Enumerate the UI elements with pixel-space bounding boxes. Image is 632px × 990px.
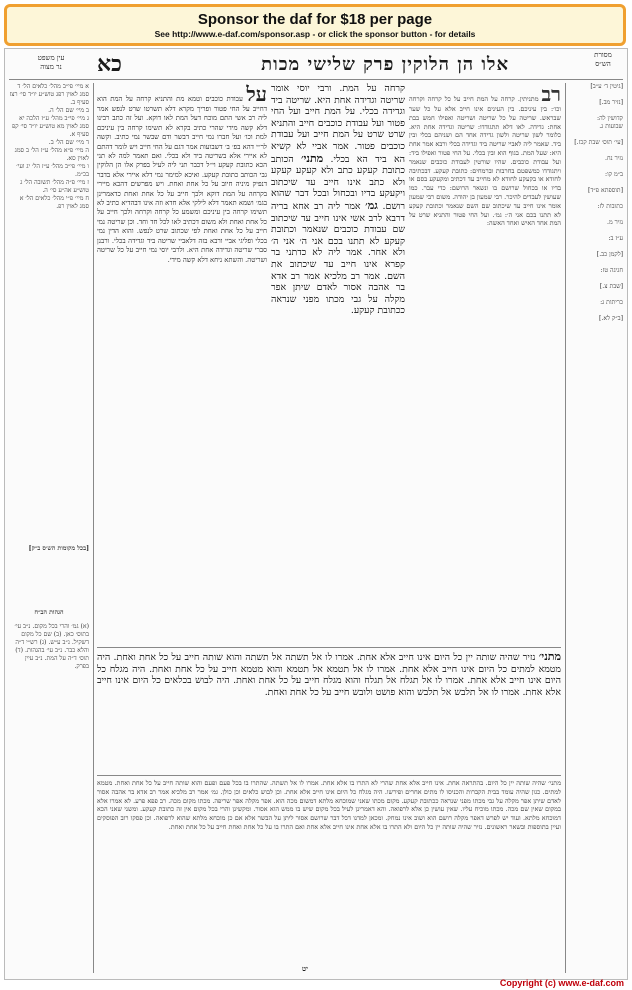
gemara-continuation: מתני׳ נזיר שהיה שותה יין כל היום אינו חייב אלא אחת. אמרו לו אל תשתה אל תשתה והוא שותה חייב על כל אחת ואחת. היה מטמא למתים כל היום אינו חייב אלא אחת. אמרו לו אל תטמא אל תטמא והוא מטמא חייב על כל אחת ואחת. היה מגלח כל היום אינו חייב אלא אחת. אמרו לו אל תגלח אל תגלח והוא מגלח חייב על כל אחת ואחת. היה לבוש בכלאים כל היום אינו חייב אלא אחת. אמרו לו אל תלבש אל תלבש והוא פושט ולובש חייב על כל אחת ואחת.: [97, 651, 561, 698]
mishna-label-1: מתני׳: [300, 151, 324, 165]
mid-rule: [97, 647, 561, 648]
hagahot-label: הגהות הב״ח: [34, 609, 64, 616]
header-rule: [9, 79, 623, 80]
copyright-notice: Copyright (c) www.e-daf.com: [499, 978, 624, 988]
side-note: [בכל מקומות הש׳ס ב״ק]: [28, 545, 89, 552]
tosafot-column: על עבודת כוכבים וטמא מת והתניא קרחה על המת הוא דחייב על החי פטור ופריך מקרא דלא תשרטו שרט לנפש אמר ליה רב אשי התם מוכח דעל המת לאו דוקא. ועל זה כתב רבינו דלא קשה מידי שהרי כתיב בקרא לא תשימו קרחה בין עיניכם למת וכו׳ ועל חברו נמי חייב דבשר ודם שבשר נמי כתיב. וקשה לר״י דהא בפ׳ ב׳ דשבועות אמר דגם על החי חייב ויש לומר דהתם לא איירי אלא בשריטה ביד ולא בכלי. ואם תאמר למה לא תני הכא כתובת קעקע וי״ל דכבר תני ליה לעיל בפרק אלו הן הלוקין גבי הכותב כתובת קעקע. ואיכא למימר נמי דלא איירי אלא בדבר דנפיק מיניה חיוב על כל אחת ואחת. ויש מפרשים דהכא מיירי בקרחה על המת דוקא ולכך חייב על כל אחת ואחת כדאמרינן בגמ׳ ושמא תאמר דלא לילקי אלא חדא וזה אינו דבהדיא כתיב לא תשימו קרחה בין עיניכם ומשמע כל קרחה וקרחה ולכך חייב על כל אחת ואחת ולא משום דכתיב לאו לכל חד וחד. וכן שריטה נמי חייב על כל אחת ואחת לפי שכתוב שרט לנפש. והוא הדין נמי בכלי ופליגי אביי ורבא בזה דלאביי שריטה ביד וגדידה בכלי. ורבנן סברי שריטה וגדידה אחת היא. ולרבי יוסי נמי חייב על כל שריטה ושריטה. והשתא ניחא דלא קשה מידי.: [97, 83, 267, 264]
chapter-title: אלו הן הלוקין פרק שלישי מכות: [261, 53, 509, 75]
ein-mishpat-column: א מיי׳ פי״ב מהל׳ כלאים הל׳ ד סמג לאוין רפג טוש״ע יו״ד סי׳ רצז סעיף ב. ב מיי׳ שם הל׳ ה. ג מיי׳ פי״ב מהל׳ ע״ז הלכה יא סמג לאוין מא טוש״ע יו״ד סי׳ קפ סעיף א. ד מיי׳ שם הל׳ ב. ה מיי׳ פ״א מהל׳ ע״ז הל׳ ב סמג לאוין סא. ו מיי׳ פי״ב מהל׳ ע״ז הל׳ יג ועי׳ בכ״מ. ז מיי׳ פ״ה מהל׳ תשובה הל׳ ג טוש״ע אה״ע סי׳ ה. ח מיי׳ פ״י מהל׳ כלאים הל׳ א סמג לאוין רפ.: [9, 83, 89, 210]
tosafot-first-word: על: [246, 83, 267, 106]
mesoret-hashas-heading: מסורת הש״ס: [594, 51, 612, 68]
sponsor-details-link[interactable]: See http://www.e-daf.com/sponsor.asp - or click the sponsor button - for details: [154, 29, 476, 39]
hagahot-column: (א) גמ׳ והרי בכל מקום. נ״ב עי׳ בתוס׳ כאן. (ב) שם כל מקום דשקיל. נ״ב ע״ש. (ג) רש״י ד״ה והלא כבר. נ״ב עי׳ בהגהות. (ד) תוס׳ ד״ה על המת. נ״ב עיין בפרק.: [14, 623, 89, 670]
sponsor-headline: Sponsor the daf for $18 per page: [197, 11, 433, 28]
rashi-first-word: רב: [541, 83, 561, 106]
mesoret-hashas-column: [גיטין ד׳ ע״ב] [נזיר מב.] קדושין לה: שבועות ג. [עי׳ תוס׳ שבת קכז.] נזיר נח. ב״מ קו: [תוספתא פ״ד] כתובות לז: נזיר מ. ע״ז ב: [לקמן כב.] חגיגה טז: [שבת צ.] כריתות ג: [ב״ק לא.]: [574, 83, 623, 322]
page-header: [97, 51, 509, 77]
right-margin-rule: [565, 83, 566, 973]
talmud-page: [4, 48, 628, 980]
footer-mark: יט: [302, 965, 308, 973]
rashi-column: רב מתניתין. קרחה על המת חייב על כל קרחה וקרחה וכו׳: בין עיניכם. בין העינים אינו חייב אלא על כל שער שבראש. שריטה על כל שריטה ושריטה ואפילו חמש בבת אחת: גדידה. לאו דלא תתגודדו: שריטה וגדידה אחת היא. כלומר לשון שריטה ולשון גדידה אחד הם ושניהם בכלי ובין ביד. שאמר ליה לאביי שריטה ביד וגדידה בכלי ורבא אמר אחת היא: שעל המת. בגוף הוא ובין בכלי. על החי פטור ואפילו ביד: ועל עבודת כוכבים. שהיו שורטין לעבודת כוכבים שנאמר ויתגודדו כמשפטם בחרבות וברמחים: כתובת קעקע. דבכתיבה לחודא או בקעקע לחודא לא מחייב עד דכתיב ומקעקע בסם או בדיו או בכחול שרושם בו ונשאר הרושם: כדי עבר. כמו שעושין לעבדים להיכר. רבי שמעון בן יהודה. משום רבי שמעון אומר אינו חייב עד שיכתוב שם השם שנאמר וכתובת קעקע לא תתנו בכם אני ה׳: גמ׳. ועל החי פטור והתניא שרט על המת אחד האיש ואחד האשה:: [409, 83, 561, 228]
ein-mishpat-heading: עין משפט נר מצוה: [37, 54, 65, 71]
sponsor-banner[interactable]: [4, 4, 626, 46]
mishna-label-2: מתני׳: [538, 651, 561, 663]
lower-rashi: מתני׳ שהיה שותה יין כל היום. בהתראה אחת. אינו חייב אלא אחת שהרי לא התרו בו אלא אחת. אמרו לו אל תשתה. שהתרו בו בכל פעם ופעם והוא שותה חייב על כל אחת ואחת. מטמא למתים. כגון שהיה עומד בבית הקברות והכניסו לו מתים אחרים ופירשו. היה מגלח כל היום אינו חייב אלא אחת. וכן לבוש כלאים וכן כולן. גמ׳ אמר רב מלכיא אמר רב אדא בר אהבה אסור לאדם שיתן אפר מקלה על גבי מכתו מפני שנראה ככתובת קעקע. מקום מכתו שאני שמוכחא מלתא דמשום מכה הוא. אפר מקלה אפר שריפה. מכתו מקום מכה. רב פפא פרע. לא אמרו אלא במקום שאין שם מכה. מכתו מוכיח עליו. שאין עושין כן אלא לרפואה. והא דאמרינן לעיל בכל מקום שיש בו ממש הוא אסור. ומקשינן והרי בכל מקום אין זה כתובת קעקע. ומשני שאני הכא דמוכחא מלתא. ועוד יש לפרש דאפר מקלה רושם הוא ושוב אינו נמחק. ומכאן למדנו דכל דבר שרושם אסור ליתן על הבשר אלא אם כן מוכחא מלתא שהוא לרפואה. וכן פסקו רוב הפוסקים ועיין בתוספות ובשאר ראשונים. נזיר שהיה שותה יין כל היום ולא התרו בו אלא אחת אינו חייב אלא אחת ואם התרו בו על כל אחת ואחת חייב על כל אחת ואחת.: [97, 779, 561, 831]
left-margin-rule: [93, 83, 94, 973]
gemara-label: גמ׳: [365, 198, 378, 212]
daf-number: כא: [97, 51, 122, 77]
lower-rule: [97, 775, 561, 776]
gemara-column: קרחה על המת. ורבי יוסי אומר שריטה וגדידה אחת היא. שריטה ביד וגדידה בכלי. על המת חייב ועל החי פטור ועל עבודת כוכבים חייב והתניא שרט שרט על המת חייב ועל עבודת כוכבים פטור. אמר אביי לא קשיא הא ביד הא בכלי. מתני׳ הכותב כתובת קעקע כתב ולא קעקע קעקע ולא כתב אינו חייב עד שיכתוב ויקעקע בדיו ובכחול ובכל דבר שהוא רושם. גמ׳ אמר ליה רב אחא בריה דרבא לרב אשי אינו חייב עד שיכתוב שם עבודת כוכבים שנאמר וכתובת קעקע לא תתנו בכם אני ה׳ אני ה׳ ולא אחר. אמר ליה לא כדתני בר קפרא אינו חייב עד שיכתוב את השם. אמר רב מלכיא אמר רב אדא בר אהבה אסור לאדם שיתן אפר מקלה על גבי מכתו מפני שנראה ככתובת קעקע.: [271, 83, 405, 317]
